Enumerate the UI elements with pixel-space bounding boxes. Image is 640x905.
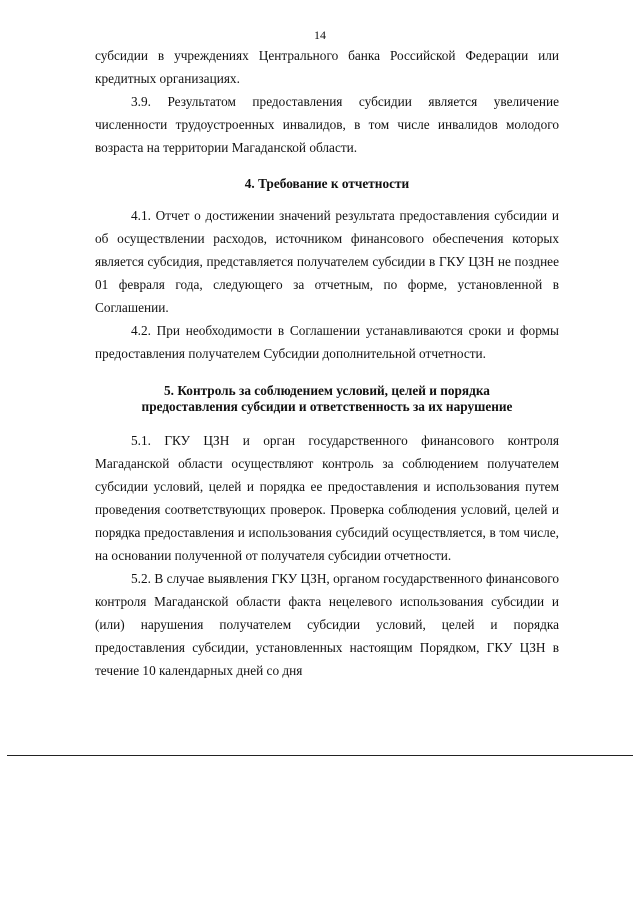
section-5-heading: [95, 383, 559, 415]
page-number: 14: [314, 28, 326, 42]
paragraph-4-1: 4.1. Отчет о достижении значений результата предоставления субсидии и об осуществлении расходов, источником финансового обеспечения которых является субсидия, представляется получателем субсидии в ГКУ ЦЗН не позднее 01 февраля года, следующего за отчетным, по форме, установленной в Соглашении.: [95, 208, 559, 315]
paragraph-5-2: 5.2. В случае выявления ГКУ ЦЗН, органом государственного финансового контроля Магаданской области факта нецелевого использования субсидии и (или) нарушения получателем субсидии условий, целей и порядка предоставления субсидии, установленных настоящим Порядком, ГКУ ЦЗН в течение 10 календарных дней со дня: [95, 571, 559, 678]
document-body: [95, 44, 559, 682]
paragraph-continuation: субсидии в учреждениях Центрального банка Российской Федерации или кредитных организациях.: [95, 48, 559, 86]
paragraph-3-9: 3.9. Результатом предоставления субсидии является увеличение численности трудоустроенных инвалидов, в том числе инвалидов молодого возраста на территории Магаданской области.: [95, 94, 559, 155]
page-bottom-divider: [7, 755, 633, 756]
section-5-heading-line-1: 5. Контроль за соблюдением условий, целей и порядка: [164, 383, 490, 398]
section-5-heading-line-2: предоставления субсидии и ответственность за их нарушение: [141, 399, 513, 414]
section-4-heading: 4. Требование к отчетности: [244, 176, 410, 191]
paragraph-5-1: 5.1. ГКУ ЦЗН и орган государственного финансового контроля Магаданской области осуществляют контроль за соблюдением получателем субсидии условий, целей и порядка ее предоставления и использования путем проведения соответствующих проверок. Проверка соблюдения условий, целей и порядка предоставления и использования субсидий осуществляется, в том числе, на основании полученной от получателя субсидии отчетности.: [95, 433, 559, 563]
paragraph-4-2: 4.2. При необходимости в Соглашении устанавливаются сроки и формы предоставления получателем Субсидии дополнительной отчетности.: [95, 323, 559, 361]
